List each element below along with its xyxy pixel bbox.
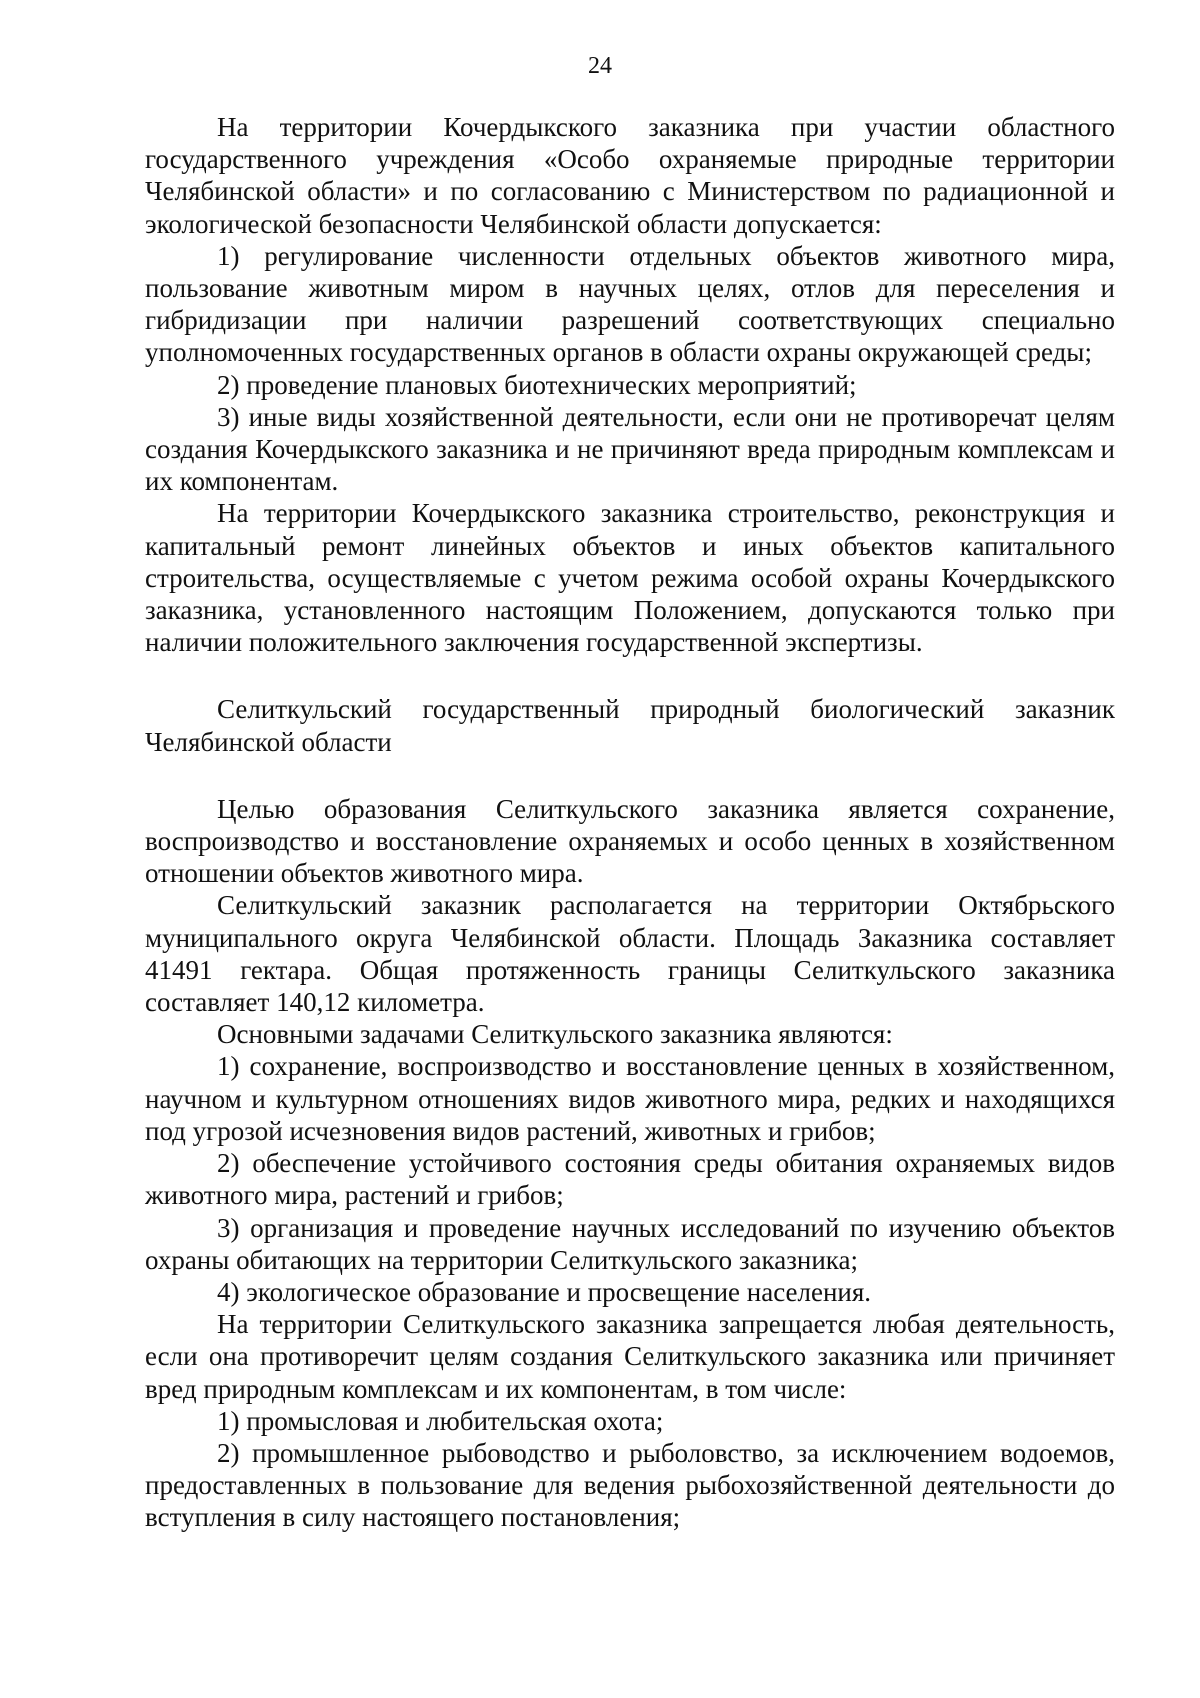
spacer xyxy=(145,658,1115,693)
spacer xyxy=(145,758,1115,793)
paragraph: Целью образования Селиткульского заказника является сохранение, воспроизводство и восстановление охраняемых и особо ценных в хозяйственном отношении объектов животного мира. xyxy=(145,793,1115,889)
page-number: 24 xyxy=(588,53,612,79)
paragraph: На территории Селиткульского заказника запрещается любая деятельность, если она противоречит целям создания Селиткульского заказника или причиняет вред природным комплексам и их компонентам, в том числе: xyxy=(145,1309,1115,1404)
list-item: 1) промысловая и любительская охота; xyxy=(217,1405,664,1436)
paragraph: На территории Кочердыкского заказника при участии областного государственного учреждения «Особо охраняемые природные территории Челябинской области» и по согласованию с Министерством по радиационной и экологической безопасности Челябинской области допускается: xyxy=(145,112,1115,239)
list-item: 2) обеспечение устойчивого состояния среды обитания охраняемых видов животного мира, растений и грибов; xyxy=(145,1148,1115,1211)
list-item: 2) проведение плановых биотехнических мероприятий; xyxy=(217,369,857,400)
list-item: 3) организация и проведение научных исследований по изучению объектов охраны обитающих на территории Селиткульского заказника; xyxy=(145,1212,1115,1275)
list-item: 1) сохранение, воспроизводство и восстановление ценных в хозяйственном, научном и культурном отношениях видов животного мира, редких и находящихся под угрозой исчезновения видов растений, животных и грибов; xyxy=(145,1051,1115,1146)
list-item: 4) экологическое образование и просвещение населения. xyxy=(217,1276,872,1307)
paragraph: Основными задачами Селиткульского заказника являются: xyxy=(217,1019,893,1050)
paragraph: Селиткульский заказник располагается на территории Октябрьского муниципального округа Челябинской области. Площадь Заказника составляет 41491 гектара. Общая протяженность границы Селиткульского заказника составляет 140,12 километра. xyxy=(145,890,1115,1018)
section-heading: Селиткульский государственный природный биологический заказник Челябинской области xyxy=(145,694,1115,757)
list-item: 2) промышленное рыбоводство и рыболовство, за исключением водоемов, предоставленных в пользование для ведения рыбохозяйственной деятельности до вступления в силу настоящего постановления; xyxy=(145,1437,1115,1533)
paragraph: На территории Кочердыкского заказника строительство, реконструкция и капитальный ремонт линейных объектов и иных объектов капитального строительства, осуществляемые с учетом режима особой охраны Кочердыкского заказника, установленного настоящим Положением, допускаются только при наличии положительного заключения государственной экспертизы. xyxy=(145,498,1115,658)
list-item: 1) регулирование численности отдельных объектов животного мира, пользование животным миром в научных целях, отлов для переселения и гибридизации при наличии разрешений соответствующих специально уполномоченных государственных органов в области охраны окружающей среды; xyxy=(145,240,1115,368)
list-item: 3) иные виды хозяйственной деятельности, если они не противоречат целям создания Кочердыкского заказника и не причиняют вреда природным комплексам и их компонентам. xyxy=(145,401,1115,497)
document-body xyxy=(145,111,1115,1534)
